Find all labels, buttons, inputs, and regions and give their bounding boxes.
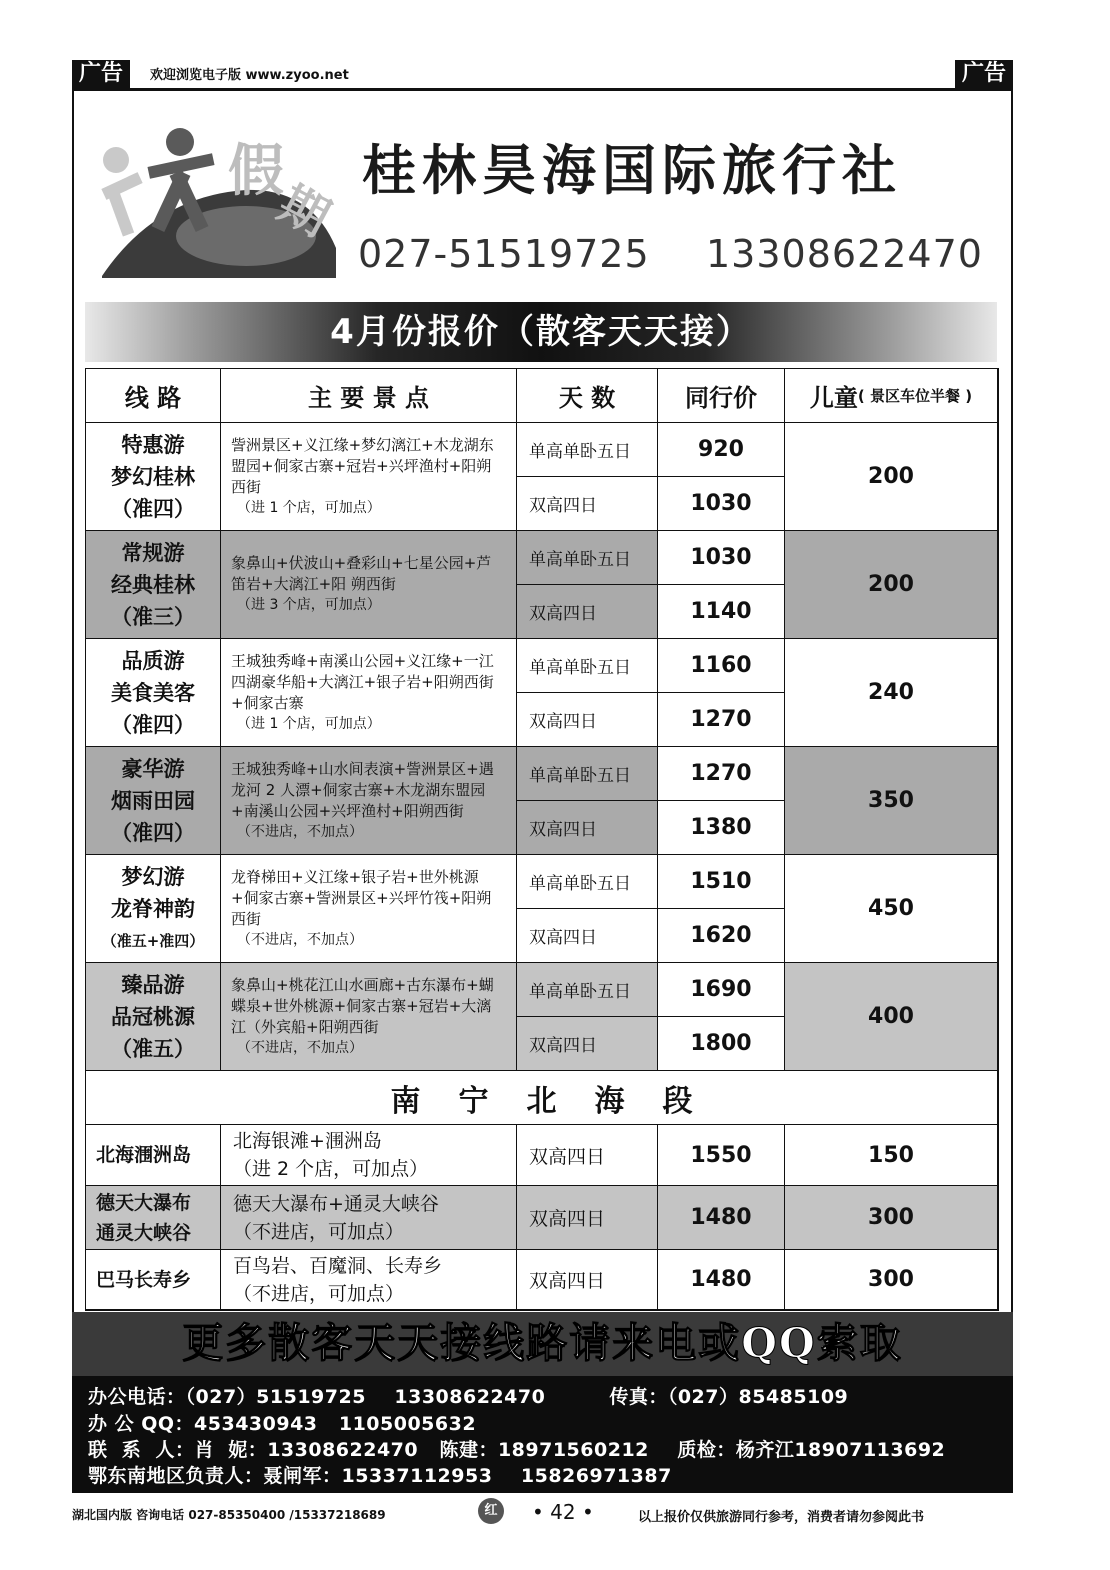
days-cell: 单高单卧五日 — [516, 530, 657, 584]
days-cell: 双高四日 — [516, 1249, 657, 1309]
table-right-border — [997, 368, 999, 1309]
spots-note: （进 1 个店，可加点） — [237, 499, 381, 516]
spots-note: （不进店，可加点） — [233, 1220, 405, 1243]
route-line: 通灵大峡谷 — [96, 1221, 192, 1244]
route-line: 北海涠洲岛 — [96, 1144, 192, 1166]
spots-note: （不进店，不加点） — [237, 1039, 363, 1056]
spots-cell — [220, 1185, 516, 1249]
price-title: 4月份报价（散客天天接） — [330, 312, 752, 352]
route-line: 美食美客 — [111, 680, 195, 705]
days-cell: 双高四日 — [516, 1124, 657, 1185]
route-line: 龙脊神韵 — [111, 896, 195, 921]
route-line: 品质游 — [121, 648, 185, 673]
days-cell: 双高四日 — [516, 692, 657, 746]
spots-cell — [220, 422, 516, 530]
price-cell: 1510 — [657, 854, 784, 908]
header-days: 天 数 — [516, 368, 657, 422]
header-price: 同行价 — [657, 368, 784, 422]
route-line: 常规游 — [121, 540, 185, 565]
contact-line-qq: 办 公 QQ：453430943 1105005632 — [88, 1413, 477, 1435]
spots-text: 王城独秀峰+南溪山公园+义江缘+一江四湖豪华船+大漓江+银子岩+阳朔西街+侗家古寨 — [231, 651, 494, 712]
route-line: 经典桂林 — [111, 572, 195, 597]
spots-cell — [220, 638, 516, 746]
price-cell: 1480 — [657, 1249, 784, 1309]
header-route: 线 路 — [85, 368, 220, 422]
child-price-cell: 350 — [784, 746, 997, 854]
travel-logo-icon — [96, 126, 342, 278]
spots-cell — [220, 1249, 516, 1309]
price-cell: 1690 — [657, 962, 784, 1016]
spots-text: 德天大瀑布+通灵大峡谷 — [233, 1192, 439, 1215]
contact-line-region: 鄂东南地区负责人：聂闸军：15337112953 15826971387 — [88, 1465, 672, 1487]
days-cell: 双高四日 — [516, 1016, 657, 1070]
logo-char-1: 假 — [228, 138, 284, 204]
child-price-cell: 200 — [784, 530, 997, 638]
route-line: 品冠桃源 — [111, 1004, 195, 1029]
route-line: 豪华游 — [121, 756, 185, 781]
header-child-note: ( 景区车位半餐 ) — [857, 387, 973, 405]
route-cell — [85, 638, 220, 746]
spots-text: 王城独秀峰+山水间表演+訾洲景区+遇龙河 2 人漂+侗家古寨+木龙湖东盟园+南溪山公园+兴坪渔村+阳朔西街 — [231, 759, 494, 820]
child-price-cell: 200 — [784, 422, 997, 530]
child-price-cell: 150 — [784, 1124, 997, 1185]
days-cell: 单高单卧五日 — [516, 746, 657, 800]
spots-text: 北海银滩+涠洲岛 — [233, 1130, 382, 1152]
contact-line-persons: 联 系 人：肖 妮：13308622470 陈建：18971560212 质检：杨齐江18907113692 — [88, 1439, 946, 1461]
price-cell: 1140 — [657, 584, 784, 638]
route-line: 梦幻游 — [121, 864, 185, 889]
spots-cell — [220, 746, 516, 854]
contact-line-phone: 办公电话：（027）51519725 13308622470 传真：（027）85485109 — [88, 1386, 849, 1408]
route-line: （准三） — [111, 604, 195, 629]
company-phone-2: 13308622470 — [706, 232, 983, 276]
spots-note: （进 1 个店，可加点） — [237, 715, 381, 732]
spots-note: （进 3 个店，可加点） — [237, 597, 381, 613]
price-cell: 1160 — [657, 638, 784, 692]
spots-cell — [220, 530, 516, 638]
spots-cell — [220, 854, 516, 962]
days-cell: 单高单卧五日 — [516, 422, 657, 476]
days-cell: 单高单卧五日 — [516, 962, 657, 1016]
company-phone-1: 027-51519725 — [358, 232, 650, 276]
spots-note: （不进店，不加点） — [237, 931, 363, 948]
price-cell: 1380 — [657, 800, 784, 854]
spots-text: 象鼻山+桃花江山水画廊+古东瀑布+蝴蝶泉+世外桃源+侗家古寨+冠岩+大漓江（外宾船+阳朔西街 — [231, 975, 494, 1036]
days-cell: 单高单卧五日 — [516, 638, 657, 692]
child-price-cell: 450 — [784, 854, 997, 962]
price-cell: 1030 — [657, 530, 784, 584]
route-line: 烟雨田园 — [111, 788, 195, 813]
route-cell — [85, 962, 220, 1070]
route-cell — [85, 854, 220, 962]
days-cell: 双高四日 — [516, 800, 657, 854]
route-line: （准五） — [111, 1036, 195, 1061]
header-child-label: 儿童 — [809, 384, 858, 412]
ad-tag-left: 广告 — [72, 60, 130, 88]
route-line: 德天大瀑布 — [96, 1191, 192, 1214]
price-cell: 1480 — [657, 1185, 784, 1249]
route-cell — [85, 1249, 220, 1309]
price-cell: 1270 — [657, 692, 784, 746]
price-cell: 1800 — [657, 1016, 784, 1070]
spots-cell — [220, 962, 516, 1070]
days-cell: 单高单卧五日 — [516, 854, 657, 908]
days-cell: 双高四日 — [516, 584, 657, 638]
price-cell: 1550 — [657, 1124, 784, 1185]
spots-note: （不进店，不加点） — [237, 823, 363, 840]
header-child — [784, 368, 997, 422]
footer-badge: 红 — [478, 1498, 504, 1524]
price-cell: 1030 — [657, 476, 784, 530]
child-price-cell: 300 — [784, 1249, 997, 1309]
route-cell — [85, 1185, 220, 1249]
days-cell: 双高四日 — [516, 1185, 657, 1249]
spots-note: （不进店，可加点） — [233, 1282, 405, 1305]
route-cell — [85, 746, 220, 854]
route-line: 巴马长寿乡 — [96, 1268, 192, 1291]
ad-tag-right: 广告 — [955, 60, 1013, 88]
page-number: • 42 • — [532, 1500, 594, 1524]
spots-text: 訾洲景区+义江缘+梦幻漓江+木龙湖东盟园+侗家古寨+冠岩+兴坪渔村+阳朔西街 — [231, 435, 494, 496]
spots-text: 龙脊梯田+义江缘+银子岩+世外桃源+侗家古寨+訾洲景区+兴坪竹筏+阳朔西街 — [231, 867, 492, 928]
price-cell: 1620 — [657, 908, 784, 962]
section-title: 南宁北海段 — [85, 1070, 997, 1124]
days-cell: 双高四日 — [516, 476, 657, 530]
route-cell — [85, 422, 220, 530]
route-line: （准四） — [111, 496, 195, 521]
header-spots: 主 要 景 点 — [220, 368, 516, 422]
spots-note: （进 2 个店，可加点） — [233, 1158, 429, 1180]
route-line: （准四） — [111, 820, 195, 845]
spots-cell — [220, 1124, 516, 1185]
days-cell: 双高四日 — [516, 908, 657, 962]
logo-char-2: 期 — [269, 175, 339, 248]
company-name: 桂林昊海国际旅行社 — [362, 138, 902, 202]
price-cell: 920 — [657, 422, 784, 476]
child-price-cell: 240 — [784, 638, 997, 746]
route-line: （准四） — [111, 712, 195, 737]
route-line: 梦幻桂林 — [111, 464, 195, 489]
child-price-cell: 400 — [784, 962, 997, 1070]
spots-text: 百鸟岩、百魔洞、长寿乡 — [233, 1254, 443, 1277]
table-bottom-border — [85, 1309, 999, 1311]
route-line: （准五+准四） — [101, 931, 205, 950]
route-cell — [85, 1124, 220, 1185]
route-line: 臻品游 — [121, 972, 185, 997]
price-cell: 1270 — [657, 746, 784, 800]
route-cell — [85, 530, 220, 638]
route-line: 特惠游 — [121, 432, 185, 457]
footer-disclaimer: 以上报价仅供旅游同行参考，消费者请勿参阅此书 — [638, 1510, 925, 1525]
welcome-text: 欢迎浏览电子版 www.zyoo.net — [150, 68, 349, 83]
spots-text: 象鼻山+伏波山+叠彩山+七星公园+芦笛岩+大漓江+阳 朔西街 — [231, 554, 492, 593]
child-price-cell: 300 — [784, 1185, 997, 1249]
footer-left: 湖北国内版 咨询电话 027-85350400 /15337218689 — [72, 1508, 386, 1522]
slogan: 更多散客天天接线路请来电或QQ索取 — [182, 1319, 903, 1367]
